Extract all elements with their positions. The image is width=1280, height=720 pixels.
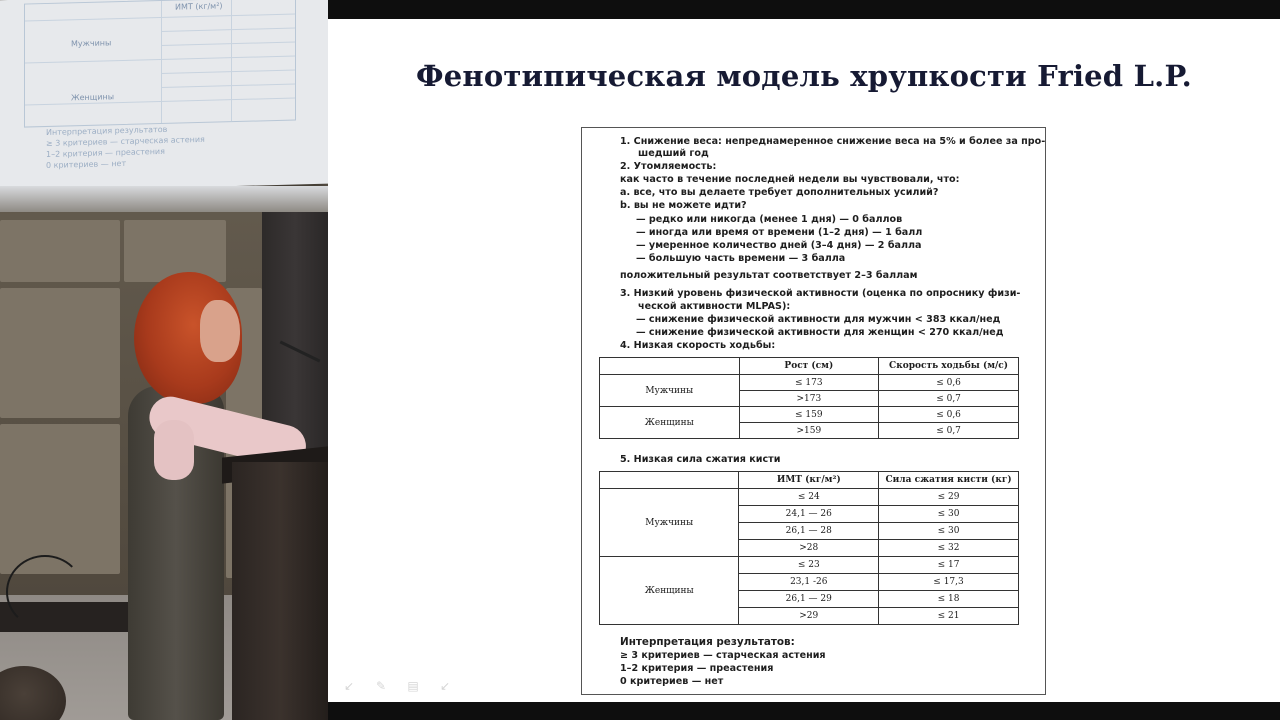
group-label-women: Женщины: [600, 557, 739, 625]
table-cell: >29: [739, 608, 879, 625]
projection-screen-frame: [0, 186, 328, 212]
table-cell: >173: [739, 391, 879, 407]
column-header-height: Рост (см): [739, 358, 879, 375]
slide: [328, 19, 1280, 702]
slide-controls: [340, 679, 454, 695]
wall-panel: [0, 424, 120, 574]
background-table-women: Женщины: [71, 92, 115, 103]
pen-icon[interactable]: ✎: [375, 679, 387, 693]
table-cell: ≤ 18: [879, 591, 1019, 608]
criterion-5-heading: 5. Низкая сила сжатия кисти: [620, 454, 781, 465]
table-cell: ≤ 0,6: [879, 407, 1019, 423]
criterion-1-line1: 1. Снижение веса: непреднамеренное снижение веса на 5% и более за про-: [620, 136, 1046, 147]
table-cell: ≤ 21: [879, 608, 1019, 625]
table-cell: ≤ 159: [739, 407, 879, 423]
background-table-men: Мужчины: [71, 38, 112, 49]
table-cell: ≤ 23: [739, 557, 879, 574]
table-empty-header: [600, 358, 740, 375]
criterion-4-heading: 4. Низкая скорость ходьбы:: [620, 340, 776, 351]
prev-icon[interactable]: ↙: [343, 679, 355, 693]
wall-panel: [0, 288, 120, 418]
criterion-2-positive: положительный результат соответствует 2–3 баллам: [620, 270, 918, 281]
interpretation-line: 0 критериев — нет: [620, 676, 724, 687]
interpretation-line: 1–2 критерия — преастения: [620, 663, 774, 674]
group-label-men: Мужчины: [600, 375, 740, 407]
speaker-face: [200, 300, 240, 362]
table-cell: 26,1 — 28: [739, 523, 879, 540]
table-cell: ≤ 30: [879, 523, 1019, 540]
column-header-bmi: ИМТ (кг/м²): [739, 472, 879, 489]
group-label-men: Мужчины: [600, 489, 739, 557]
slides-icon[interactable]: ▤: [407, 679, 419, 693]
table-cell: ≤ 173: [739, 375, 879, 391]
criterion-1-line2: шедший год: [638, 148, 709, 159]
table-cell: ≤ 17: [879, 557, 1019, 574]
table-cell: ≤ 24: [739, 489, 879, 506]
cable: [6, 555, 84, 629]
background-lines: Интерпретация результатов ≥ 3 критериев — старческая астения 1–2 критерия — преастения 0 критериев — нет: [46, 124, 205, 171]
table-cell: >28: [739, 540, 879, 557]
background-table: [24, 0, 296, 128]
background-projection: [0, 0, 328, 192]
table-cell: 23,1 -26: [739, 574, 879, 591]
criterion-3-women: — снижение физической активности для женщин < 270 ккал/нед: [636, 327, 1004, 338]
table-cell: ≤ 32: [879, 540, 1019, 557]
criterion-2-question: как часто в течение последней недели вы чувствовали, что:: [620, 174, 960, 185]
grip-strength-table: [599, 471, 1019, 625]
group-label-women: Женщины: [600, 407, 740, 439]
criterion-2-score: — иногда или время от времени (1–2 дня) — 1 балл: [636, 227, 923, 238]
table-cell: 26,1 — 29: [739, 591, 879, 608]
table-cell: ≤ 0,6: [879, 375, 1019, 391]
table-cell: >159: [739, 423, 879, 439]
criterion-3-line2: ческой активности MLPAS):: [638, 301, 791, 312]
speaker-arm-upper: [154, 420, 194, 480]
background-table-header: ИМТ (кг/м²): [175, 1, 223, 12]
table-empty-header: [600, 472, 739, 489]
criterion-2-option-a: a. все, что вы делаете требует дополнительных усилий?: [620, 187, 939, 198]
column-header-grip: Сила сжатия кисти (кг): [879, 472, 1019, 489]
criterion-2-option-b: b. вы не можете идти?: [620, 200, 747, 211]
criterion-3-men: — снижение физической активности для мужчин < 383 ккал/нед: [636, 314, 1001, 325]
table-cell: ≤ 30: [879, 506, 1019, 523]
wall-panel: [0, 220, 120, 282]
menu-icon[interactable]: ↙: [439, 679, 451, 693]
slide-frame: [328, 0, 1280, 720]
table-cell: 24,1 — 26: [739, 506, 879, 523]
interpretation-line: ≥ 3 критериев — старческая астения: [620, 650, 826, 661]
camera-view: [0, 0, 328, 720]
column-header-speed: Скорость ходьбы (м/с): [879, 358, 1019, 375]
table-cell: ≤ 29: [879, 489, 1019, 506]
criterion-3-line1: 3. Низкий уровень физической активности (оценка по опроснику физи-: [620, 288, 1021, 299]
table-cell: ≤ 0,7: [879, 391, 1019, 407]
walking-speed-table: [599, 357, 1019, 439]
table-cell: ≤ 17,3: [879, 574, 1019, 591]
podium: [232, 462, 328, 720]
slide-title: Фенотипическая модель хрупкости Fried L.P.: [416, 59, 1192, 93]
criterion-2-heading: 2. Утомляемость:: [620, 161, 717, 172]
criteria-document: [581, 127, 1046, 695]
criterion-2-score: — редко или никогда (менее 1 дня) — 0 баллов: [636, 214, 903, 225]
criterion-2-score: — умеренное количество дней (3–4 дня) — 2 балла: [636, 240, 922, 251]
table-cell: ≤ 0,7: [879, 423, 1019, 439]
criterion-2-score: — большую часть времени — 3 балла: [636, 253, 846, 264]
interpretation-heading: Интерпретация результатов:: [620, 636, 795, 648]
